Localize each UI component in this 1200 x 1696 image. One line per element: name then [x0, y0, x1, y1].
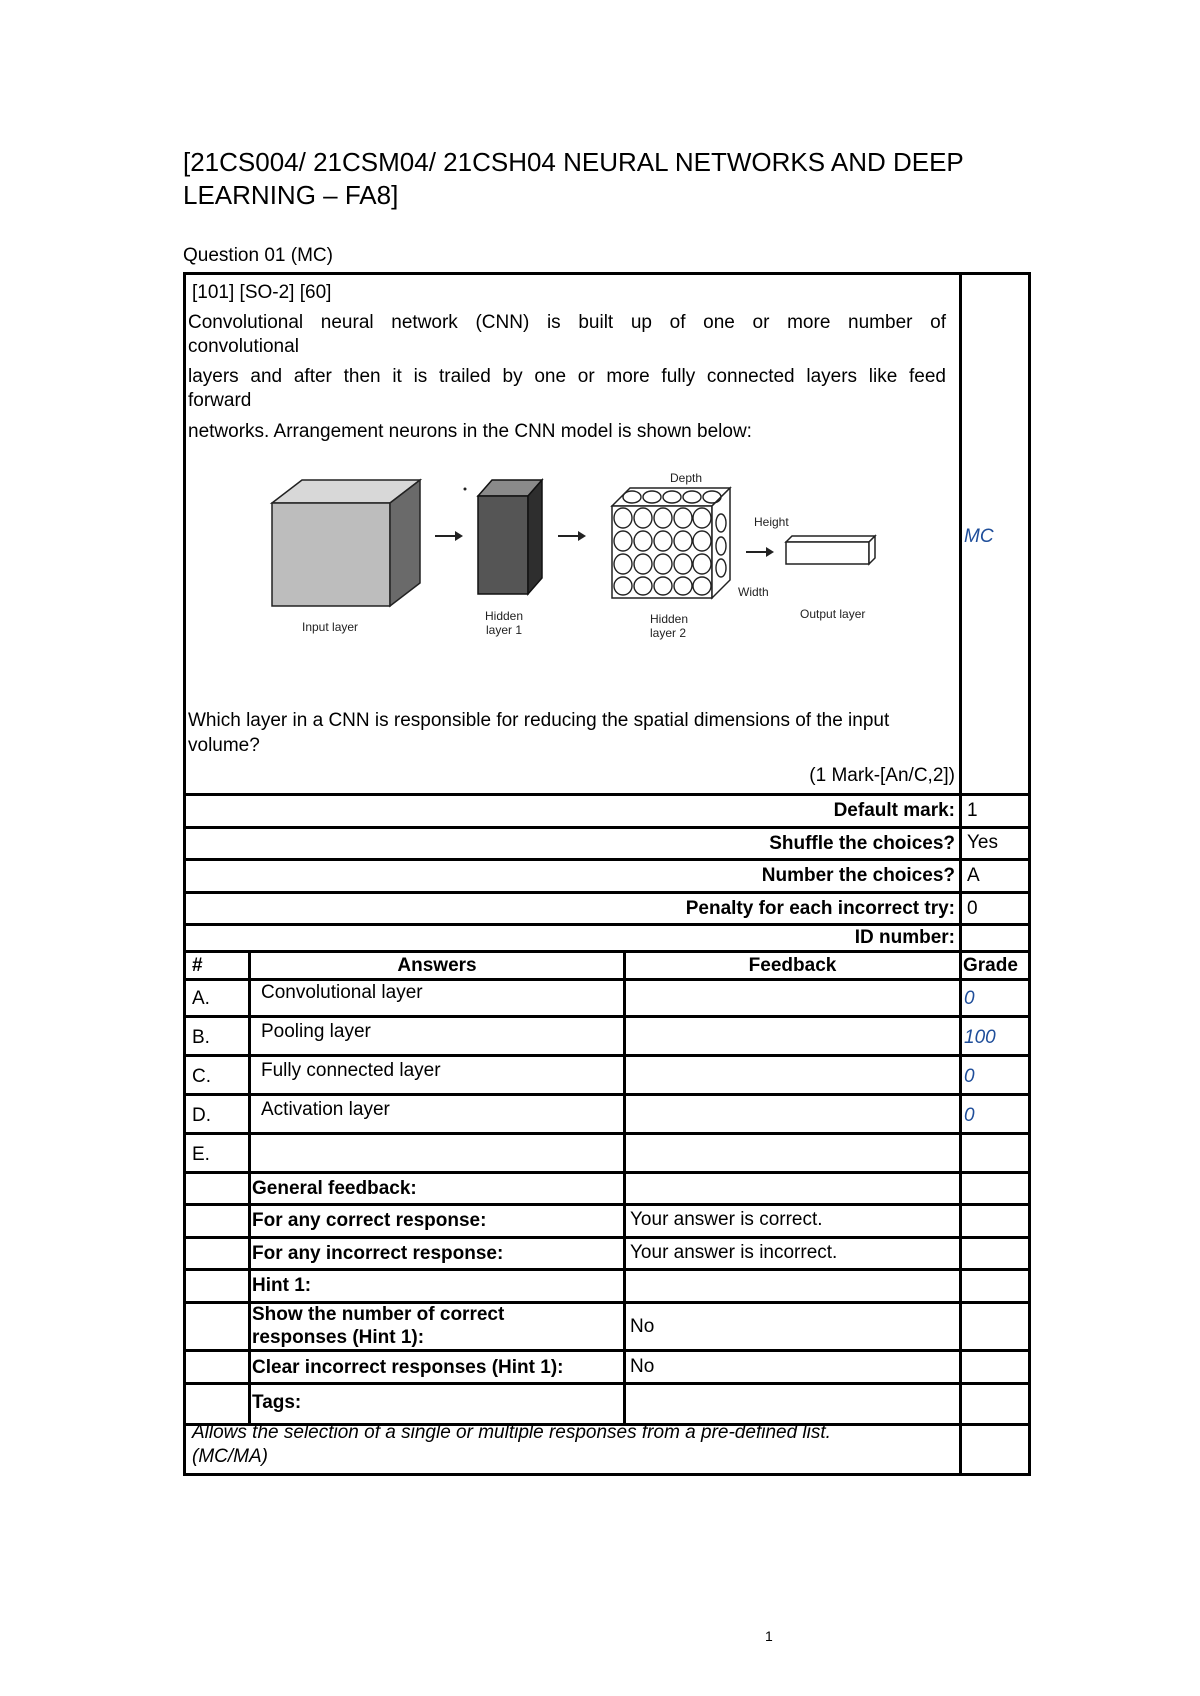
answers-header-answers: Answers: [397, 955, 477, 976]
question-text-line: networks. Arrangement neurons in the CNN model is shown below:: [188, 421, 752, 442]
figure-label: layer 2: [650, 626, 687, 640]
setting-label: Default mark:: [833, 800, 955, 821]
question-text-line: forward: [188, 390, 252, 411]
answer-text: Fully connected layer: [261, 1060, 441, 1081]
divider-row: [186, 923, 1028, 926]
answer-grade: 0: [964, 1105, 975, 1126]
type-description: Allows the selection of a single or multiple responses from a pre-defined list.: [192, 1422, 831, 1443]
divider-row: [186, 858, 1028, 861]
clear-responses-value: No: [630, 1356, 655, 1377]
answer-text: Pooling layer: [261, 1021, 371, 1042]
question-text-line: Convolutional neural network (CNN) is built up of one or more number of: [188, 312, 946, 333]
divider-row: [186, 1268, 1028, 1271]
input-cube-front: [272, 503, 390, 606]
hidden1-side: [528, 480, 542, 594]
setting-value: 1: [967, 800, 978, 821]
answer-letter: E.: [192, 1144, 210, 1165]
figure-label: Hidden: [650, 612, 689, 626]
divider-row: [186, 1054, 1028, 1057]
divider-row: [186, 1132, 1028, 1135]
figure-label: Width: [738, 585, 769, 599]
divider-row: [186, 1203, 1028, 1206]
correct-feedback-value: Your answer is correct.: [630, 1209, 823, 1230]
output-front: [786, 542, 869, 564]
figure-label: Input layer: [302, 620, 359, 634]
figure-label: layer 1: [486, 623, 523, 637]
divider-row: [186, 793, 1028, 796]
hint-label: Hint 1:: [252, 1275, 312, 1296]
question-text-line: convolutional: [188, 336, 299, 357]
divider-row: [186, 1236, 1028, 1239]
divider-row: [186, 1171, 1028, 1174]
arrow-head-icon: [455, 531, 463, 541]
correct-feedback-label: For any correct response:: [252, 1210, 487, 1231]
answer-letter: B.: [192, 1027, 210, 1048]
answer-grade: 0: [964, 1066, 975, 1087]
question-text-line: layers and after then it is trailed by one or more fully connected layers like feed: [188, 366, 946, 387]
arrow-head-icon: [578, 531, 586, 541]
divider-feedback-column: [623, 952, 626, 1426]
arrow-head-icon: [766, 547, 774, 557]
output-side: [869, 536, 875, 564]
cnn-architecture-figure: [260, 468, 900, 648]
output-top: [786, 536, 875, 542]
divider-row: [186, 891, 1028, 894]
setting-value: 0: [967, 898, 978, 919]
show-num-label: responses (Hint 1):: [252, 1327, 425, 1348]
type-description: (MC/MA): [192, 1446, 268, 1467]
setting-value: Yes: [967, 832, 998, 853]
answers-header-grade: Grade: [963, 955, 1018, 976]
general-feedback-label: General feedback:: [252, 1178, 417, 1199]
divider-row: [186, 950, 1028, 953]
answer-grade: 0: [964, 988, 975, 1009]
divider-row: [186, 1093, 1028, 1096]
dot-mark: [464, 488, 467, 491]
question-marks: (1 Mark-[An/C,2]): [809, 765, 955, 786]
answer-letter: C.: [192, 1066, 211, 1087]
show-num-value: No: [630, 1316, 655, 1337]
figure-label: Depth: [670, 471, 703, 485]
divider-row: [186, 1015, 1028, 1018]
question-type-tag: MC: [964, 526, 994, 547]
divider-row: [186, 978, 1028, 981]
incorrect-feedback-label: For any incorrect response:: [252, 1243, 504, 1264]
divider-right-column: [959, 275, 962, 1473]
figure-label: Hidden: [485, 609, 524, 623]
answers-header-feedback: Feedback: [748, 955, 837, 976]
clear-responses-label: Clear incorrect responses (Hint 1):: [252, 1357, 564, 1378]
divider-row: [186, 1349, 1028, 1352]
question-prompt-line: volume?: [188, 735, 260, 756]
answer-letter: A.: [192, 988, 210, 1009]
incorrect-feedback-value: Your answer is incorrect.: [630, 1242, 838, 1263]
setting-value: A: [967, 865, 980, 886]
question-label: Question 01 (MC): [183, 245, 333, 266]
page-number: 1: [765, 1628, 773, 1644]
divider-row: [186, 826, 1028, 829]
input-cube-side: [390, 480, 420, 606]
answer-text: Convolutional layer: [261, 982, 423, 1003]
answer-text: Activation layer: [261, 1099, 390, 1120]
question-codes: [101] [SO-2] [60]: [192, 282, 332, 303]
setting-label: Shuffle the choices?: [769, 833, 955, 854]
hidden1-front: [478, 496, 528, 594]
setting-label: ID number:: [854, 927, 955, 948]
setting-label: Penalty for each incorrect try:: [685, 898, 955, 919]
hidden2-side: [712, 488, 730, 598]
divider-answers-column: [248, 952, 251, 1426]
document-title: [21CS004/ 21CSM04/ 21CSH04 NEURAL NETWORKS AND DEEP LEARNING – FA8]: [183, 147, 964, 210]
divider-row: [186, 1382, 1028, 1385]
figure-label: Output layer: [800, 607, 866, 621]
setting-label: Number the choices?: [761, 865, 955, 886]
question-prompt-line: Which layer in a CNN is responsible for reducing the spatial dimensions of the input: [188, 710, 890, 731]
figure-label: Height: [754, 515, 789, 529]
answer-grade: 100: [964, 1027, 996, 1048]
hidden2-front: [612, 506, 712, 598]
tags-label: Tags:: [252, 1392, 302, 1413]
show-num-label: Show the number of correct: [252, 1304, 505, 1325]
answer-letter: D.: [192, 1105, 211, 1126]
answers-header-num: #: [192, 955, 203, 976]
